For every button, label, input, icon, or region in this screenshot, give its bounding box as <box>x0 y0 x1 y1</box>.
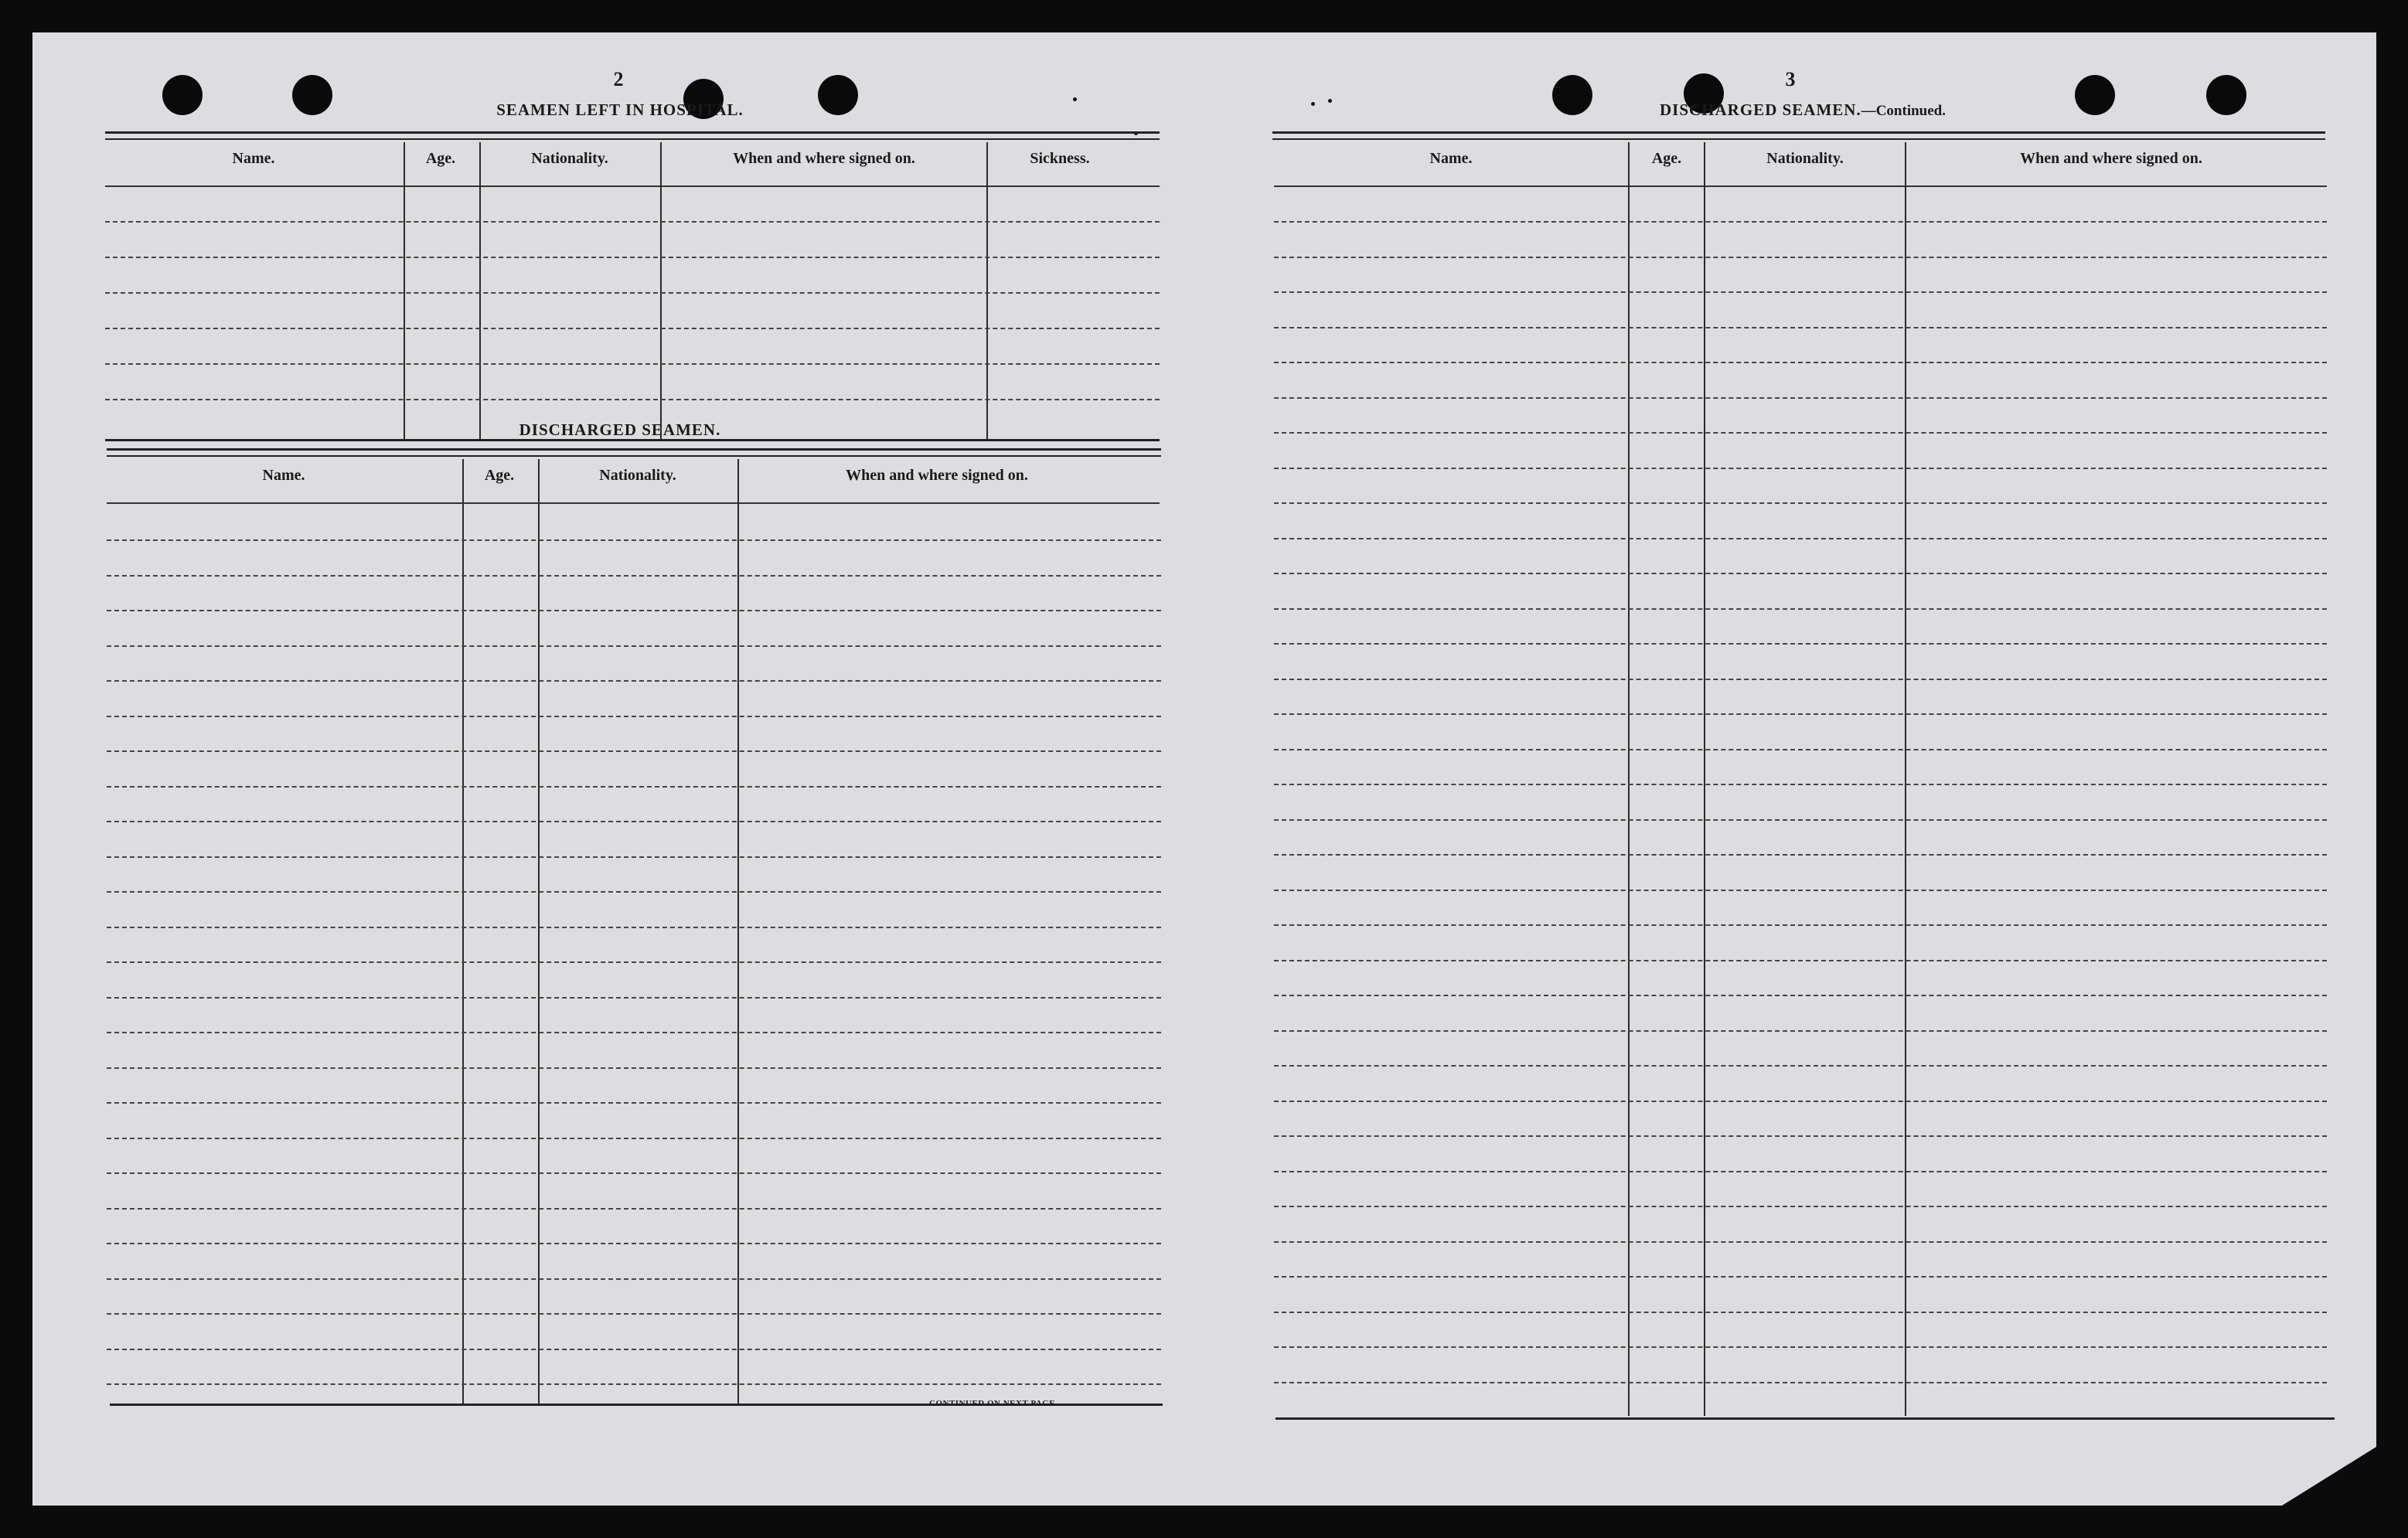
column-header-nationality: Nationality. <box>531 150 608 167</box>
blank-entry-line <box>107 716 1161 717</box>
blank-entry-line <box>107 680 1161 682</box>
column-divider <box>986 142 988 439</box>
punch-hole <box>2075 75 2115 115</box>
column-divider <box>1704 142 1705 1416</box>
blank-entry-line <box>1274 1065 2327 1067</box>
blank-entry-line <box>1274 397 2327 399</box>
folded-corner <box>2282 1447 2376 1506</box>
blank-entry-line <box>1274 1276 2327 1278</box>
blank-entry-line <box>107 786 1161 788</box>
blank-entry-line <box>107 1138 1161 1139</box>
blank-entry-line <box>1274 1241 2327 1243</box>
blank-entry-line <box>105 221 1160 223</box>
blank-entry-line <box>107 610 1161 611</box>
blank-entry-line <box>1274 327 2327 328</box>
column-header-signed-on: When and where signed on. <box>733 150 915 167</box>
blank-entry-line <box>1274 1135 2327 1137</box>
blank-entry-line <box>107 856 1161 858</box>
header-underline <box>107 502 1160 504</box>
blank-entry-line <box>1274 960 2327 961</box>
blank-entry-line <box>107 1349 1161 1350</box>
blank-entry-line <box>107 539 1161 541</box>
speck <box>1311 102 1315 106</box>
column-divider <box>462 459 464 1404</box>
blank-entry-line <box>107 1172 1161 1174</box>
bottom-rule <box>1276 1417 2335 1420</box>
blank-entry-line <box>105 399 1160 400</box>
column-header-sickness: Sickness. <box>1030 150 1090 167</box>
blank-entry-line <box>1274 608 2327 610</box>
column-header-age: Age. <box>1651 150 1682 167</box>
blank-entry-line <box>1274 1206 2327 1207</box>
blank-entry-line <box>1274 502 2327 504</box>
punch-hole <box>2206 75 2246 115</box>
page-number: 3 <box>1785 68 1796 90</box>
blank-entry-line <box>107 1208 1161 1210</box>
column-divider <box>1905 142 1906 1416</box>
blank-entry-line <box>107 891 1161 893</box>
blank-entry-line <box>1274 221 2327 223</box>
blank-entry-line <box>1274 784 2327 785</box>
column-header-name: Name. <box>232 150 275 167</box>
blank-entry-line <box>105 257 1160 258</box>
blank-entry-line <box>1274 819 2327 821</box>
column-divider <box>479 142 481 439</box>
discharged-section-title: DISCHARGED SEAMEN. <box>519 420 721 439</box>
blank-entry-line <box>1274 643 2327 645</box>
blank-entry-line <box>107 1243 1161 1244</box>
blank-entry-line <box>107 645 1161 647</box>
page-number: 2 <box>613 68 624 90</box>
column-divider <box>1628 142 1630 1416</box>
blank-entry-line <box>1274 1382 2327 1383</box>
column-divider <box>660 142 662 439</box>
blank-entry-line <box>107 1313 1161 1315</box>
blank-entry-line <box>1274 538 2327 539</box>
column-divider <box>404 142 405 439</box>
blank-entry-line <box>105 292 1160 294</box>
blank-entry-line <box>1274 1346 2327 1348</box>
column-header-nationality: Nationality. <box>1766 150 1844 167</box>
punch-hole <box>1552 75 1592 115</box>
blank-entry-line <box>1274 995 2327 996</box>
blank-entry-line <box>1274 468 2327 469</box>
column-header-signed-on: When and where signed on. <box>2020 150 2202 167</box>
speck <box>1073 97 1077 101</box>
blank-entry-line <box>1274 1030 2327 1032</box>
punch-hole <box>162 75 203 115</box>
header-underline <box>1274 185 2327 187</box>
blank-entry-line <box>107 821 1161 822</box>
blank-entry-line <box>1274 1171 2327 1172</box>
column-header-name: Name. <box>1429 150 1473 167</box>
double-rule <box>105 131 1160 140</box>
blank-entry-line <box>1274 573 2327 574</box>
blank-entry-line <box>1274 854 2327 856</box>
double-rule <box>107 448 1161 457</box>
discharged-continued-title <box>1617 100 1988 120</box>
blank-entry-line <box>107 1383 1161 1385</box>
blank-entry-line <box>107 1278 1161 1280</box>
blank-entry-line <box>107 961 1161 963</box>
punch-hole <box>292 75 332 115</box>
column-header-age: Age. <box>484 467 515 484</box>
column-header-signed-on: When and where signed on. <box>846 467 1028 484</box>
blank-entry-line <box>1274 432 2327 434</box>
blank-entry-line <box>1274 362 2327 363</box>
column-header-age: Age. <box>425 150 456 167</box>
blank-entry-line <box>1274 1101 2327 1102</box>
header-underline <box>105 185 1160 187</box>
continued-note: CONTINUED ON NEXT PAGE. <box>929 1399 1058 1408</box>
document-sheet <box>32 32 2376 1506</box>
column-header-name: Name. <box>262 467 305 484</box>
blank-entry-line <box>107 1102 1161 1104</box>
title-suffix: —Continued. <box>1861 103 1946 119</box>
blank-entry-line <box>1274 1312 2327 1313</box>
blank-entry-line <box>1274 257 2327 258</box>
punch-hole <box>818 75 858 115</box>
blank-entry-line <box>1274 713 2327 715</box>
column-divider <box>737 459 739 1404</box>
double-rule <box>1272 131 2325 140</box>
blank-entry-line <box>107 575 1161 577</box>
speck <box>1328 99 1332 103</box>
blank-entry-line <box>105 363 1160 365</box>
blank-entry-line <box>107 750 1161 752</box>
blank-entry-line <box>1274 749 2327 750</box>
blank-entry-line <box>1274 890 2327 891</box>
blank-entry-line <box>107 927 1161 928</box>
hospital-section-title: SEAMEN LEFT IN HOSPITAL. <box>496 100 744 119</box>
blank-entry-line <box>107 1032 1161 1033</box>
blank-entry-line <box>107 997 1161 999</box>
blank-entry-line <box>107 1067 1161 1069</box>
blank-entry-line <box>105 328 1160 329</box>
title-text: DISCHARGED SEAMEN. <box>1660 100 1861 119</box>
blank-entry-line <box>1274 924 2327 926</box>
blank-entry-line <box>1274 291 2327 293</box>
column-divider <box>538 459 540 1404</box>
blank-entry-line <box>1274 679 2327 680</box>
column-header-nationality: Nationality. <box>599 467 676 484</box>
